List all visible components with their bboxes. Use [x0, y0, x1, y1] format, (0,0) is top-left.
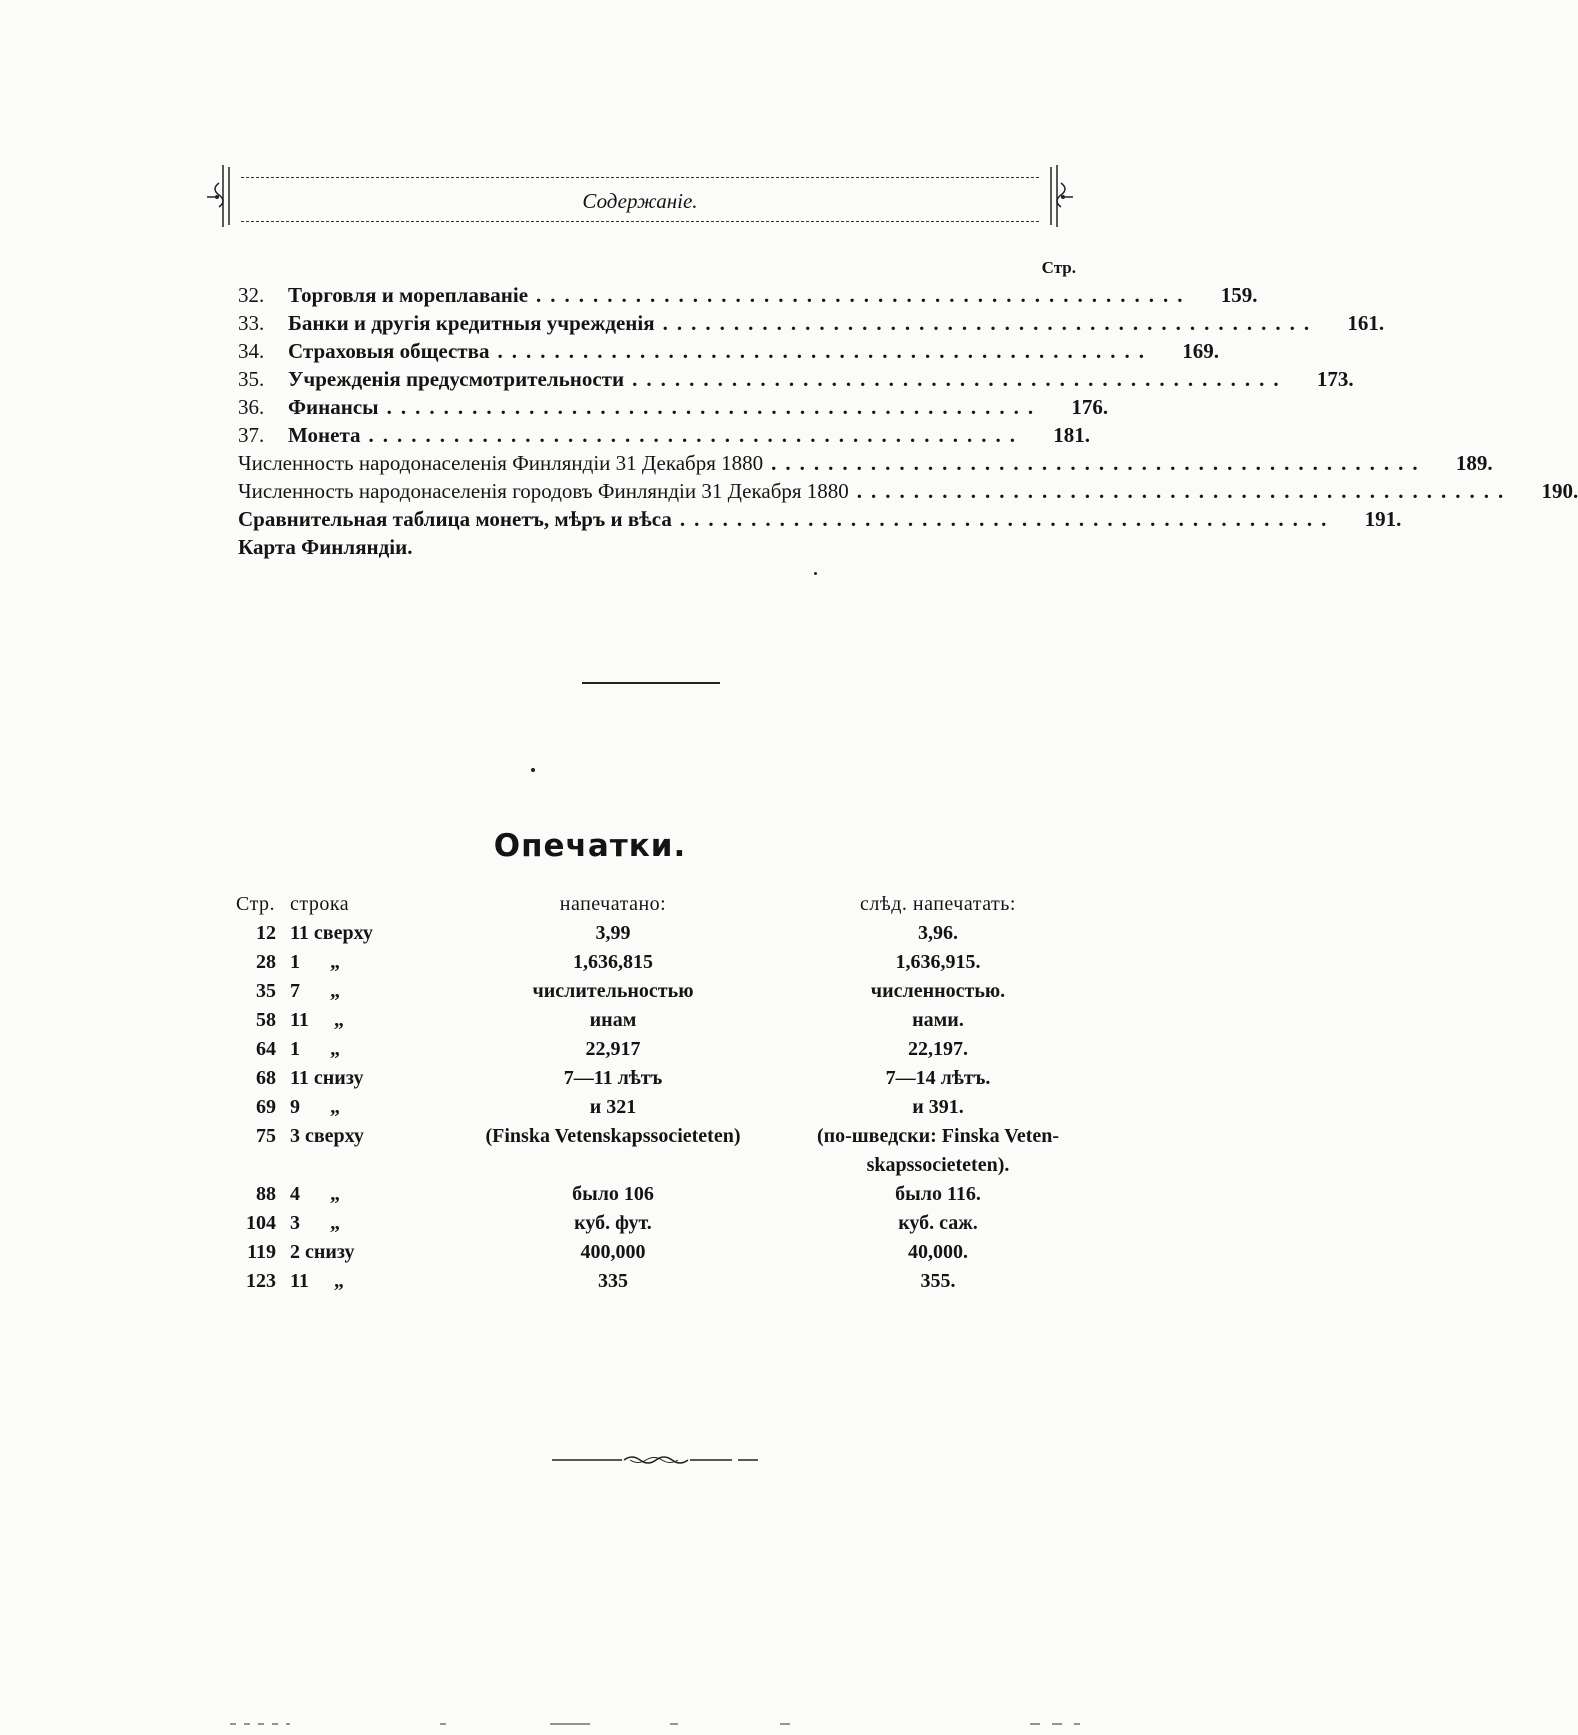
- cell-printed: 3,99: [595, 922, 631, 944]
- table-row: [228, 1125, 1078, 1154]
- cell-page: 64: [256, 1038, 276, 1060]
- cell-page: 28: [256, 951, 276, 973]
- cell-line: 11 сверху: [290, 922, 373, 944]
- toc-item-page: 181.: [1053, 423, 1091, 447]
- toc-item: [238, 505, 1402, 533]
- cell-should: и 391.: [912, 1096, 964, 1118]
- toc-item-title: Торговля и мореплаваніе: [288, 283, 529, 307]
- cell-should: 7—14 лѣтъ.: [885, 1067, 991, 1089]
- toc-leader-dots: ..............................................: [662, 311, 1319, 335]
- toc-item-number: 33.: [238, 311, 265, 335]
- toc-leader-dots: ..............................................: [536, 283, 1192, 307]
- toc-item: [238, 309, 1385, 337]
- toc-item: [238, 449, 1493, 477]
- toc-leader-dots: ..............................................: [771, 451, 1427, 475]
- cell-should: численностью.: [870, 980, 1006, 1002]
- cell-line: 2 снизу: [290, 1241, 355, 1263]
- cell-should: нами.: [912, 1009, 964, 1031]
- cell-line: 1 „: [290, 1038, 340, 1060]
- errata-table: [228, 893, 1078, 1299]
- toc-leader-dots: ..............................................: [856, 479, 1513, 503]
- toc-item-number: 34.: [238, 339, 265, 363]
- header-rule-bottom: [241, 221, 1039, 222]
- toc-leader-dots: ..............................................: [386, 395, 1043, 419]
- toc-item: [238, 533, 1076, 561]
- cell-printed: 400,000: [580, 1241, 646, 1263]
- cell-should: 40,000.: [908, 1241, 968, 1263]
- toc-item-page: 189.: [1455, 451, 1493, 475]
- cell-should: (по-шведски: Finska Veten-: [816, 1125, 1060, 1147]
- table-row: [228, 1009, 1078, 1038]
- cell-should: было 116.: [895, 1183, 981, 1205]
- print-speck: [531, 768, 535, 772]
- table-row: [228, 1067, 1078, 1096]
- cell-line: 1 „: [290, 951, 340, 973]
- toc-item: [238, 281, 1258, 309]
- cell-page: 68: [256, 1067, 276, 1089]
- table-row: [228, 1038, 1078, 1067]
- cell-page: 12: [256, 922, 276, 944]
- cell-printed: было 106: [572, 1183, 654, 1205]
- cell-line: 11 снизу: [290, 1067, 364, 1089]
- table-row: [228, 1096, 1078, 1125]
- toc-item-title: Банки и другія кредитныя учрежденія: [288, 311, 655, 335]
- toc-item-title: Страховыя общества: [288, 339, 490, 363]
- cell-printed: и 321: [589, 1096, 637, 1118]
- cell-page: 123: [246, 1270, 276, 1292]
- right-ornament-icon: [1041, 163, 1075, 229]
- toc-leader-dots: ..............................................: [497, 339, 1153, 363]
- table-row: [228, 1183, 1078, 1212]
- page-edge-marks: [0, 1720, 1140, 1728]
- cell-line: 4 „: [290, 1183, 340, 1205]
- header-should: слѣд. напечатать:: [860, 893, 1016, 915]
- header-rule-top: [241, 177, 1039, 178]
- cell-line: 11 „: [290, 1009, 344, 1031]
- header-line: строка: [290, 893, 350, 915]
- cell-should: skapssocieteten).: [866, 1154, 1010, 1176]
- cell-line: 3 сверху: [290, 1125, 364, 1147]
- cell-line: 9 „: [290, 1096, 340, 1118]
- toc-item: [238, 421, 1091, 449]
- toc-item-title: Монета: [288, 423, 361, 447]
- toc-leader-dots: ..............................................: [679, 507, 1336, 531]
- cell-page: 119: [247, 1241, 276, 1263]
- toc-page-label: Стр.: [1041, 258, 1076, 277]
- cell-printed: (Finska Vetenskapssocieteten): [485, 1125, 741, 1147]
- table-row: [228, 1154, 1078, 1183]
- cell-page: 75: [256, 1125, 276, 1147]
- toc-item-number: 35.: [238, 367, 265, 391]
- toc-item-page: 169.: [1182, 339, 1219, 363]
- toc-item-title: Сравнительная таблица монетъ, мѣръ и вѣса: [238, 507, 672, 531]
- toc-leader-dots: ..............................................: [632, 367, 1288, 391]
- cell-printed: 335: [598, 1270, 628, 1292]
- cell-printed: инам: [589, 1009, 637, 1031]
- toc-item-page: 161.: [1347, 311, 1385, 335]
- toc-item-page: 159.: [1220, 283, 1258, 307]
- toc-item-number: 32.: [238, 283, 265, 307]
- toc-item: [238, 337, 1219, 365]
- toc-item-number: 37.: [238, 423, 265, 447]
- toc-item-title: Учрежденія предусмотрительности: [288, 367, 625, 391]
- toc-item-number: 36.: [238, 395, 265, 419]
- toc-item-page: 190.: [1541, 479, 1578, 503]
- print-speck: [814, 572, 817, 575]
- ornamental-divider-icon: [552, 1452, 758, 1468]
- toc-item-title: Карта Финляндіи.: [238, 535, 413, 559]
- cell-printed: числительностью: [532, 980, 694, 1002]
- cell-should: 1,636,915.: [895, 951, 981, 973]
- cell-should: 355.: [920, 1270, 956, 1292]
- table-row: [228, 1270, 1078, 1299]
- toc-item: [238, 365, 1354, 393]
- toc-item-page: 173.: [1316, 367, 1354, 391]
- toc-leader-dots: ..............................................: [368, 423, 1025, 447]
- cell-printed: 1,636,815: [573, 951, 653, 973]
- cell-printed: 22,917: [585, 1038, 641, 1060]
- toc-item-title: Финансы: [288, 395, 379, 419]
- toc-item-title: Численность народонаселенія Финляндіи 31 Декабря 1880: [238, 451, 764, 475]
- cell-page: 104: [246, 1212, 276, 1234]
- table-row: [228, 1212, 1078, 1241]
- header-printed: напечатано:: [559, 893, 667, 915]
- cell-line: 3 „: [290, 1212, 340, 1234]
- cell-line: 7 „: [290, 980, 340, 1002]
- table-row: [228, 951, 1078, 980]
- cell-page: 35: [256, 980, 276, 1002]
- cell-should: 22,197.: [908, 1038, 968, 1060]
- table-row: [228, 1241, 1078, 1270]
- toc-item: [238, 393, 1109, 421]
- header-page: Стр.: [236, 893, 276, 915]
- table-row: [228, 922, 1078, 951]
- cell-printed: куб. фут.: [574, 1212, 652, 1234]
- toc-item-page: 191.: [1364, 507, 1402, 531]
- cell-page: 69: [256, 1096, 276, 1118]
- cell-page: 58: [256, 1009, 276, 1031]
- toc-item-title: Численность народонаселенія городовъ Финляндіи 31 Декабря 1880: [238, 479, 849, 503]
- cell-printed: 7—11 лѣтъ: [563, 1067, 663, 1089]
- table-row: [228, 980, 1078, 1009]
- header-title: Содержаніе.: [582, 189, 698, 213]
- cell-page: 88: [256, 1183, 276, 1205]
- errata-title: Опечатки.: [493, 828, 687, 864]
- section-divider: [582, 682, 720, 684]
- page-header: [205, 155, 1075, 230]
- cell-should: куб. саж.: [898, 1212, 978, 1234]
- cell-line: 11 „: [290, 1270, 344, 1292]
- toc-item-page: 176.: [1071, 395, 1109, 419]
- table-of-contents: [238, 255, 1578, 561]
- errata-header-row: [228, 893, 1078, 922]
- cell-should: 3,96.: [918, 922, 958, 944]
- toc-item: [238, 477, 1578, 505]
